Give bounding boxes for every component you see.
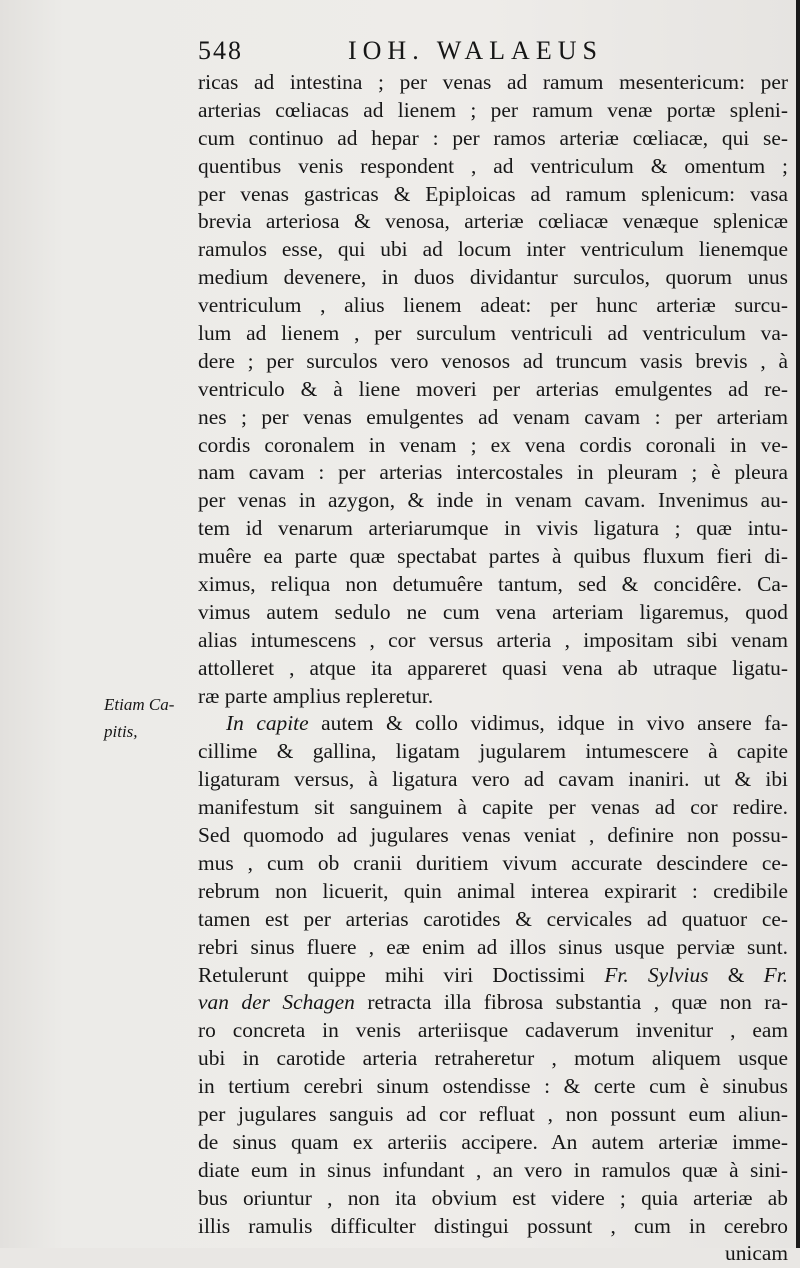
- body-text: [198, 69, 788, 1268]
- text-line: brevia arteriosa & venosa, arteriæ cœliacæ venæque splenicæ: [198, 209, 788, 234]
- text-line: attolleret , atque ita appareret quasi vena ab utraque ligatu-: [198, 655, 788, 680]
- text-line: tamen est per arterias carotides & cervicales ad quatuor ce-: [198, 906, 788, 931]
- text-line: ro concreta in venis arteriisque cadaverum invenitur , eam: [198, 1018, 788, 1043]
- text-line: tem id venarum arteriarumque in vivis ligatura ; quæ intu-: [198, 516, 788, 541]
- text-line: in tertium cerebri sinum ostendisse : & certe cum è sinubus: [198, 1074, 788, 1099]
- text-line: quentibus venis respondent , ad ventriculum & omentum ;: [198, 153, 788, 178]
- text-line: lum ad lienem , per surculum ventriculi ad ventriculum va-: [198, 321, 788, 346]
- text-line: per venas in azygon, & inde in venam cavam. Invenimus au-: [198, 488, 788, 513]
- text-line: nes ; per venas emulgentes ad venam cavam : per arteriam: [198, 404, 788, 429]
- text-line: Retulerunt quippe mihi viri Doctissimi Fr. Sylvius & Fr.: [198, 962, 788, 987]
- text-line: ximus, reliqua non detumuêre tantum, sed & concidêre. Ca-: [198, 572, 788, 597]
- text-line: ubi in carotide arteria retraheretur , motum aliquem usque: [198, 1046, 788, 1071]
- text-line: per jugulares sanguis ad cor refluat , non possunt eum aliun-: [198, 1101, 788, 1126]
- text-line: vimus autem sedulo ne cum vena arteriam ligaremus, quod: [198, 599, 788, 624]
- text-line: ricas ad intestina ; per venas ad ramum mesentericum: per: [198, 70, 788, 94]
- text-line: Sed quomodo ad jugulares venas veniat , definire non possu-: [198, 823, 788, 848]
- text-line: illis ramulis difficulter distingui possunt , cum in cerebro: [198, 1213, 788, 1238]
- text-line: arterias cœliacas ad lienem ; per ramum venæ portæ spleni-: [198, 97, 788, 122]
- text-line: ræ parte amplius repleretur.: [198, 683, 434, 708]
- marginal-note-line: Etiam Ca-: [104, 695, 175, 714]
- text-line: bus oriuntur , non ita obvium est videre ; quia arteriæ ab: [198, 1185, 788, 1210]
- text-line: diate eum in sinus infundant , an vero in ramulos quæ à sini-: [198, 1157, 788, 1182]
- running-head: [198, 36, 618, 66]
- page-number: 548: [198, 36, 243, 65]
- text-line: mus , cum ob cranii duritiem vivum accurate descindere ce-: [198, 850, 788, 875]
- text-line: cum continuo ad hepar : per ramos arteriæ cœliacæ, qui se-: [198, 125, 788, 150]
- text-line: ventriculum , alius lienem adeat: per hunc arteriæ surcu-: [198, 293, 788, 318]
- text-line: nam cavam : per arterias intercostales in pleuram ; è pleura: [198, 460, 788, 485]
- text-line: alias intumescens , cor versus arteria , impositam sibi venam: [198, 627, 788, 652]
- marginal-note-line: pitis,: [104, 722, 138, 741]
- running-title: IOH. WALAEUS: [348, 36, 603, 65]
- text-line: unicam: [725, 1241, 788, 1266]
- text-line: ramulos esse, qui ubi ad locum inter ventriculum lienemque: [198, 237, 788, 262]
- text-line: cordis coronalem in venam ; ex vena cordis coronali in ve-: [198, 432, 788, 457]
- page-edge-shadow: [796, 0, 800, 1248]
- text-line: dere ; per surculos vero venosos ad truncum vasis brevis , à: [198, 348, 788, 373]
- text-line: de sinus quam ex arteriis accipere. An autem arteriæ imme-: [198, 1129, 788, 1154]
- text-line: manifestum sit sanguinem à capite per venas ad cor redire.: [198, 795, 788, 820]
- text-line: muêre ea parte quæ spectabat partes à quibus fluxum fieri di-: [198, 544, 788, 569]
- text-line: cillime & gallina, ligatam jugularem intumescere à capite: [198, 739, 788, 764]
- text-line: In capite autem & collo vidimus, idque in vivo ansere fa-: [226, 711, 788, 736]
- text-line: ligaturam versus, à ligatura vero ad cavam inaniri. ut & ibi: [198, 767, 788, 792]
- text-line: per venas gastricas & Epiploicas ad ramum splenicum: vasa: [198, 181, 788, 206]
- text-line: rebrum non licuerit, quin animal interea expirarit : credibile: [198, 878, 788, 903]
- text-line: van der Schagen retracta illa fibrosa substantia , quæ non ra-: [198, 990, 788, 1015]
- text-line: rebri sinus fluere , eæ enim ad illos sinus usque perviæ sunt.: [198, 934, 788, 959]
- marginal-note: [104, 691, 194, 745]
- text-line: ventriculo & à liene moveri per arterias emulgentes ad re-: [198, 376, 788, 401]
- text-line: medium devenere, in duos dividantur surculos, quorum unus: [198, 265, 788, 290]
